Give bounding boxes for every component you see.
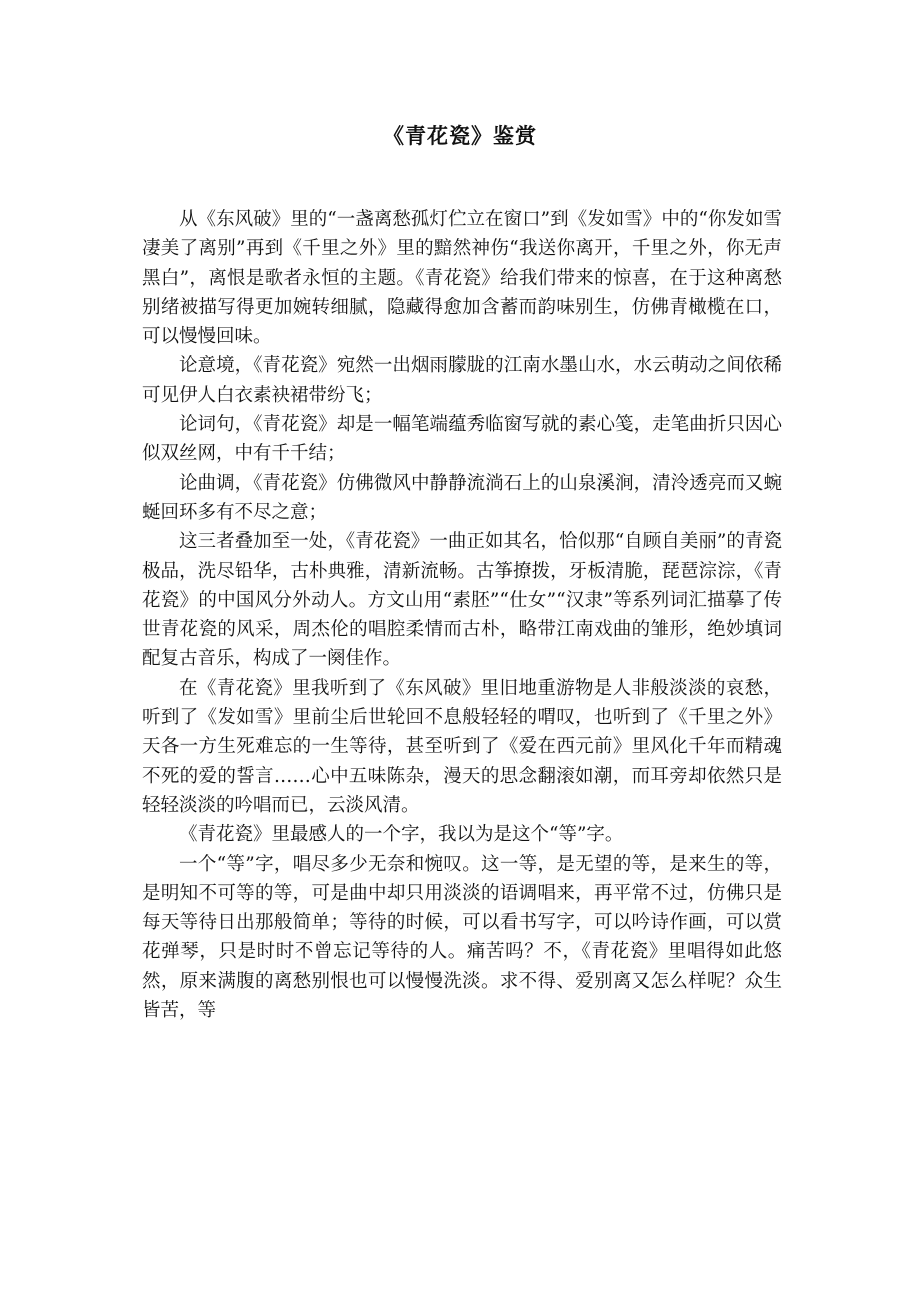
paragraph: 论曲调，《青花瓷》仿佛微风中静静流淌石上的山泉溪涧，清泠透亮而又蜿蜒回环多有不尽之意；	[142, 472, 782, 523]
paragraph: 论意境，《青花瓷》宛然一出烟雨朦胧的江南水墨山水，水云萌动之间依稀可见伊人白衣素袂裙带纷飞；	[142, 355, 782, 406]
paragraph: 这三者叠加至一处，《青花瓷》一曲正如其名，恰似那“自顾自美丽”的青瓷极品，洗尽铅华，古朴典雅，清新流畅。古筝撩拨，牙板清脆，琵琶淙淙，《青花瓷》的中国风分外动人。方文山用“素胚”“仕女”“汉隶”等系列词汇描摹了传世青花瓷的风采，周杰伦的唱腔柔情而古朴，略带江南戏曲的雏形，绝妙填词配复古音乐，构成了一阕佳作。	[142, 531, 782, 670]
paragraph: 一个“等”字，唱尽多少无奈和惋叹。这一等，是无望的等，是来生的等，是明知不可等的等，可是曲中却只用淡淡的语调唱来，再平常不过，仿佛只是每天等待日出那般简单；等待的时候，可以看书写字，可以吟诗作画，可以赏花弹琴，只是时时不曾忘记等待的人。痛苦吗？不，《青花瓷》里唱得如此悠然，原来满腹的离愁别恨也可以慢慢洗淡。求不得、爱别离又怎么样呢？众生皆苦，等	[142, 853, 782, 1022]
paragraph: 《青花瓷》里最感人的一个字，我以为是这个“等”字。	[179, 824, 624, 846]
paragraph: 从《东风破》里的“一盏离愁孤灯伫立在窗口”到《发如雪》中的“你发如雪凄美了离别”再到《千里之外》里的黯然神伤“我送你离开，千里之外，你无声黑白”，离恨是歌者永恒的主题。《青花瓷》给我们带来的惊喜，在于这种离愁别绪被描写得更加婉转细腻，隐藏得愈加含蓄而韵味别生，仿佛青橄榄在口，可以慢慢回味。	[142, 209, 782, 348]
document-body	[142, 205, 782, 1025]
paragraph: 在《青花瓷》里我听到了《东风破》里旧地重游物是人非般淡淡的哀愁，听到了《发如雪》里前尘后世轮回不息般轻轻的喟叹，也听到了《千里之外》天各一方生死难忘的一生等待，甚至听到了《爱在西元前》里风化千年而精魂不死的爱的誓言……心中五味陈杂，漫天的思念翻滚如潮，而耳旁却依然只是轻轻淡淡的吟唱而已，云淡风清。	[142, 677, 782, 816]
document-title: 《青花瓷》鉴赏	[383, 123, 537, 148]
paragraph: 论词句，《青花瓷》却是一幅笔端蕴秀临窗写就的素心笺，走笔曲折只因心似双丝网，中有千千结；	[142, 414, 782, 465]
